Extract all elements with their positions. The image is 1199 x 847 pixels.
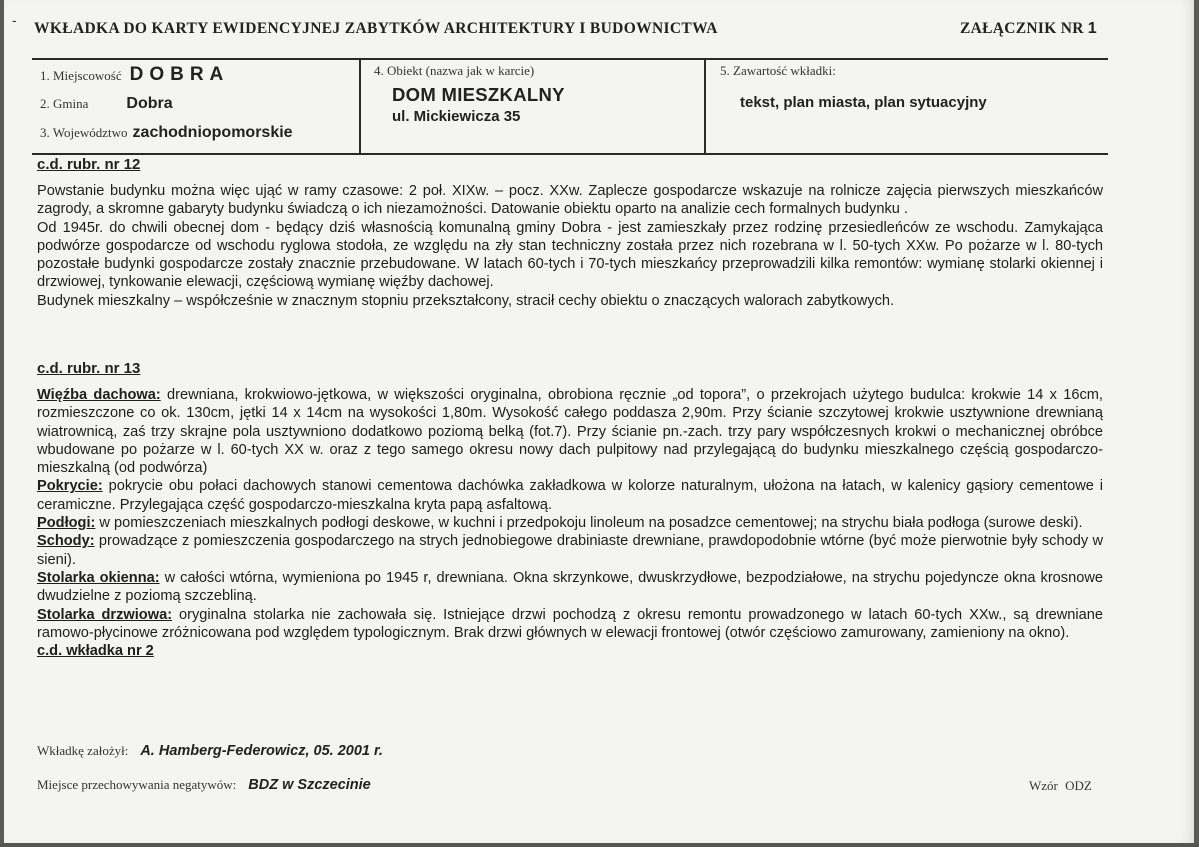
field-value: Dobra [126,95,173,112]
section-12-heading: c.d. rubr. nr 12 [37,156,141,173]
author-value: A. Hamberg-Federowicz, 05. 2001 r. [140,743,383,759]
negatives-value: BDZ w Szczecinie [248,777,371,793]
item-text: w całości wtórna, wymieniona po 1945 r, drewniana. Okna skrzynkowe, dwuskrzydłowe, bezpodziałowe, na strychu pojedyncze okna krosnowe dwudzielne z poziomą szczebliną. [37,569,1103,605]
document-page [4,0,1194,843]
author-row [37,743,383,759]
scan-mark: - [12,12,17,28]
contents-value: tekst, plan miasta, plan sytuacyjny [740,94,987,111]
item-term: Podłogi: [37,515,96,532]
field-label: 4. Obiekt (nazwa jak w karcie) [374,63,535,78]
field-label: 3. Województwo [40,125,128,140]
item-term: Pokrycie: [37,478,103,495]
field-label: 1. Miejscowość [40,68,122,83]
window-joinery-item [37,569,1103,606]
roofing-item [37,477,1103,514]
annex-label [960,20,1097,38]
negatives-row [37,777,371,793]
item-term: Schody: [37,533,95,550]
paragraph: Budynek mieszkalny – współcześnie w znacznym stopniu przekształcony, stracił cechy obiektu o znaczących walorach zabytkowych. [37,292,895,309]
form-pattern-label: Wzór ODZ [1029,778,1092,793]
field-value: DOBRA [129,64,230,85]
annex-label-text: ZAŁĄCZNIK NR [960,20,1084,37]
roof-truss-item [37,386,1103,477]
item-text: oryginalna stolarka nie zachowała się. Istniejące drzwi pochodzą z okresu remontu prowadzonego w latach 60-tych XXw., są drewniane ramowo-płycinowe zróżnicowana pod względem typologicznym. Brak drzwi głównych w elewacji frontowej (otwór częściowo zamurowany, zamieniony na okno). [37,606,1103,641]
paragraph: Powstanie budynku można więc ująć w ramy czasowe: 2 poł. XIXw. – pocz. XXw. Zaplecze gospodarcze wskazuje na rolnicze zajęcia pierwszych mieszkańców zagrody, a skromne gabaryty budynku świadczą o ich niezamożności. Datowanie obiektu oparto na analizie cech formalnych budynku . [37,183,1103,218]
stairs-item [37,532,1103,569]
field-value: zachodniopomorskie [132,124,293,141]
section-13-heading: c.d. rubr. nr 13 [37,360,141,377]
field-commune [40,95,173,113]
paragraph: Od 1945r. do chwili obecnej dom - będący dziś własnością komunalną gminy Dobra - jest zamieszkały przez rodzinę przesiedleńców ze wschodu. Zamykająca podwórze gospodarcze od wschodu ryglowa stodoła, ze względu na zły stan techniczny została przez nich rozebrana w l. 50-tych XXw. Po pożarze w l. 80-tych pozostałe budynki gospodarcze zostały znacznie przebudowane. W latach 60-tych i 70-tych mieszkańcy przeprowadzili kilka remontów: wymianę stolarki okiennej i drzwiowej, tynkowanie elewacji, częściową wymianę więźby dachowej. [37,219,1103,291]
section-13-body [37,386,1103,660]
document-title: WKŁADKA DO KARTY EWIDENCYJNEJ ZABYTKÓW ARCHITEKTURY I BUDOWNICTWA [34,20,718,37]
identification-box [32,58,1108,155]
negatives-label: Miejsce przechowywania negatywów: [37,777,237,792]
item-text: prowadzące z pomieszczenia gospodarczego na strych jednobiegowe drabiniaste drewniane, prawdopodobnie wtórne (być może pierwotnie były schody w sieni). [37,533,1103,568]
contents-column [704,60,1108,153]
item-term: Stolarka okienna: [37,569,160,586]
continuation-note: c.d. wkładka nr 2 [37,643,154,660]
field-voivodeship [40,124,293,142]
item-text: w pomieszczeniach mieszkalnych podłogi deskowe, w kuchni i przedpokoju linoleum na posadzce cementowej; na strychu biała podłoga (surowe deski). [95,515,1083,532]
author-label: Wkładkę założył: [37,743,129,758]
object-address: ul. Mickiewicza 35 [392,108,521,125]
field-label: 2. Gmina [40,96,89,111]
item-text: pokrycie obu połaci dachowych stanowi cementowa dachówka zakładkowa w kolorze naturalnym, ułożona na łatach, w kalenicy gąsiory cementowe i ceramiczne. Przylegająca część gospodarczo-mieszkalna kryta papą asfaltową. [37,478,1103,513]
object-column [359,60,704,153]
floors-item [37,514,1103,532]
field-label: 5. Zawartość wkładki: [720,63,836,78]
item-term: Więźba dachowa: [37,387,161,403]
location-column [32,60,359,153]
item-text: drewniana, krokwiowo-jętkowa, w większości oryginalna, obrobiona ręcznie „od topora”, o przekrojach użytego budulca: krokwie 14 x 16cm, rozmieszczone co ok. 130cm, jętki 14 x 14cm na wysokości 1,80m. Wysokość całego poddasza 2,90m. Przy ścianie szczytowej krokwie usztywnione drewnianą wiatrownicą, zaś trzy skrajne pola usztywniono dodatkowo poziomą belką (fot.7). Przy ścianie pn.-zach. trzy pary współczesnych krokwi o mechanicznej obróbce wbudowane po pożarze w l. 60-tych XX w. oraz z tego samego okresu nowy dach pulpitowy nad przylegającą do budynku mieszkalnego częścią gospodarczo-mieszkalną (od podwórza) [37,387,1103,477]
field-locality [40,64,229,86]
item-term: Stolarka drzwiowa: [37,606,173,623]
door-joinery-item [37,606,1103,643]
scan-edge [0,843,1199,847]
section-12-body [37,182,1103,310]
annex-number: 1 [1087,20,1097,37]
object-name: DOM MIESZKALNY [392,84,565,105]
